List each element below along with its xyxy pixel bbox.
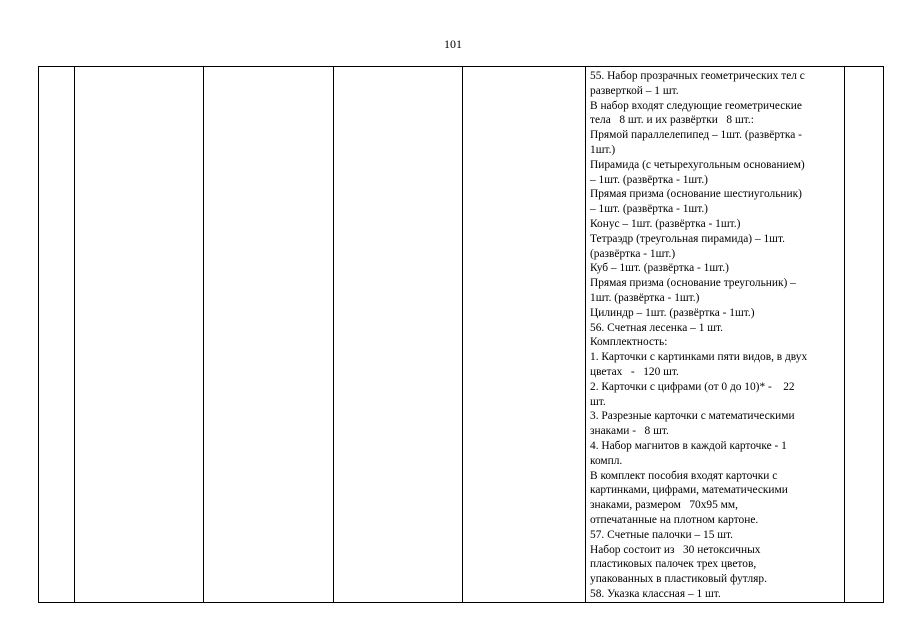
specification-text: [586, 67, 844, 602]
cell-column-7: [845, 67, 884, 603]
spec-line: В комплект пособия входят карточки с: [590, 469, 778, 482]
spec-line: картинками, цифрами, математическими: [590, 484, 788, 497]
spec-line: – 1шт. (развёртка - 1шт.): [590, 173, 708, 186]
spec-line: шт.: [590, 395, 606, 408]
spec-line: 56. Счетная лесенка – 1 шт.: [590, 321, 723, 334]
spec-line: – 1шт. (развёртка - 1шт.): [590, 203, 708, 216]
spec-line: 2. Карточки с цифрами (от 0 до 10)* - 22: [590, 380, 795, 393]
cell-column-5: [463, 67, 586, 603]
page-number: 101: [444, 37, 462, 51]
spec-line: разверткой – 1 шт.: [590, 84, 679, 97]
spec-line: Прямой параллелепипед – 1шт. (развёртка -: [590, 129, 802, 142]
spec-line: компл.: [590, 454, 623, 467]
spec-line: 1шт. (развёртка - 1шт.): [590, 291, 700, 304]
spec-line: цветах - 120 шт.: [590, 365, 679, 378]
spec-line: Цилиндр – 1шт. (развёртка - 1шт.): [590, 306, 755, 319]
spec-line: 57. Счетные палочки – 15 шт.: [590, 528, 734, 541]
spec-line: знаками - 8 шт.: [590, 425, 669, 438]
spec-line: 1. Карточки с картинками пяти видов, в двух: [590, 351, 808, 364]
cell-specification: [586, 67, 845, 603]
spec-line: Пирамида (с четырехугольным основанием): [590, 158, 805, 171]
spec-line: тела 8 шт. и их развёртки 8 шт.:: [590, 114, 754, 127]
spec-line: 4. Набор магнитов в каждой карточке - 1: [590, 439, 787, 452]
table-row: [39, 67, 884, 603]
equipment-table: [38, 66, 884, 603]
spec-line: Тетраэдр (треугольная пирамида) – 1шт.: [590, 232, 785, 245]
cell-column-4: [334, 67, 463, 603]
spec-line: 55. Набор прозрачных геометрических тел с: [590, 70, 805, 82]
spec-line: Прямая призма (основание треугольник) –: [590, 277, 796, 290]
cell-column-2: [75, 67, 204, 603]
spec-line: упакованных в пластиковый футляр.: [590, 573, 767, 586]
spec-line: отпечатанные на плотном картоне.: [590, 513, 759, 526]
spec-line: пластиковых палочек трех цветов,: [590, 558, 757, 571]
spec-line: Комплектность:: [590, 336, 668, 349]
spec-line: 58. Указка классная – 1 шт.: [590, 587, 721, 600]
spec-line: знаками, размером 70х95 мм,: [590, 499, 738, 512]
spec-line: Прямая призма (основание шестиугольник): [590, 188, 802, 201]
spec-line: (развёртка - 1шт.): [590, 247, 676, 260]
cell-column-1: [39, 67, 75, 603]
spec-line: Конус – 1шт. (развёртка - 1шт.): [590, 217, 741, 230]
spec-line: В набор входят следующие геометрические: [590, 99, 802, 112]
spec-line: 1шт.): [590, 143, 616, 156]
spec-line: 3. Разрезные карточки с математическими: [590, 410, 795, 423]
spec-line: Набор состоит из 30 нетоксичных: [590, 543, 761, 556]
spec-line: Куб – 1шт. (развёртка - 1шт.): [590, 262, 729, 275]
cell-column-3: [204, 67, 334, 603]
